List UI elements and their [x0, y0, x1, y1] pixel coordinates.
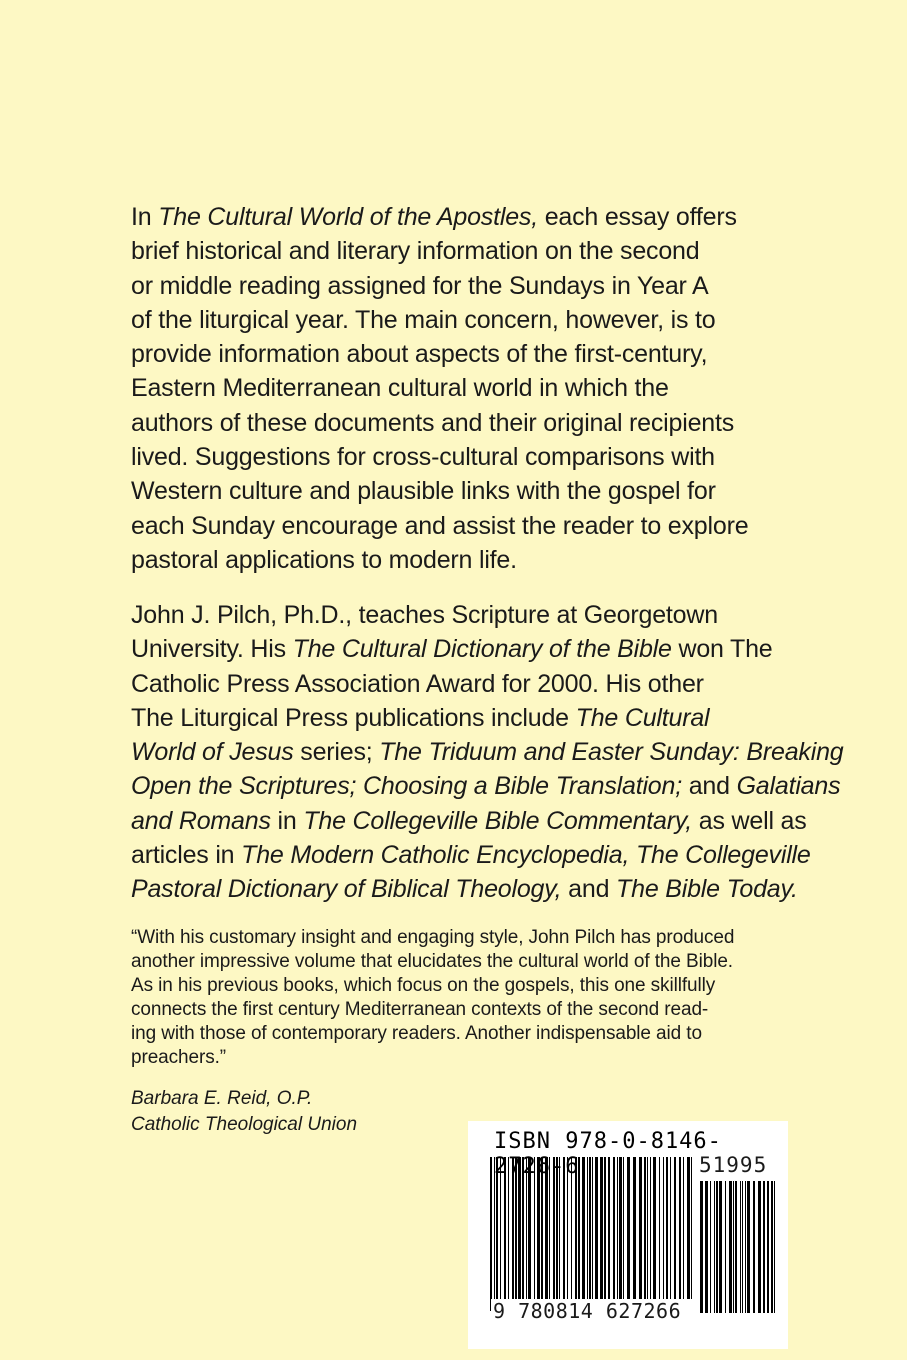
barcode-bar	[592, 1157, 593, 1311]
barcode-bar	[589, 1157, 591, 1311]
intro-text-run: each Sunday encourage and assist the reader to explore	[131, 511, 749, 540]
bio-text-run: in	[270, 806, 304, 835]
barcode-bar	[735, 1181, 737, 1313]
bio-line	[131, 838, 811, 872]
intro-text-run: of the liturgical year. The main concern, however, is to	[131, 305, 716, 334]
barcode-bar	[725, 1181, 726, 1313]
intro-text-run: pastoral applications to modern life.	[131, 545, 517, 574]
barcode-panel	[468, 1121, 788, 1349]
intro-line	[131, 406, 791, 440]
intro-text-run: brief historical and literary information on the second	[131, 237, 700, 266]
intro-line	[131, 440, 791, 474]
isbn-label: ISBN 978-0-8146-2726-6	[494, 1129, 722, 1179]
bio-text-run: Catholic Press Association Award for 2000. His other	[131, 669, 704, 698]
intro-line	[131, 474, 791, 508]
bio-text-run: Galatians	[736, 772, 841, 801]
intro-line	[131, 269, 791, 303]
intro-line	[131, 371, 791, 405]
endorser-name: Barbara E. Reid, O.P.	[131, 1088, 313, 1109]
bio-line	[131, 872, 798, 906]
barcode-bar	[740, 1181, 741, 1313]
description-paragraph	[131, 200, 791, 577]
price-addon-digits: 51995	[699, 1153, 768, 1177]
bio-text-run: Pastoral Dictionary of Biblical Theology,	[131, 875, 562, 904]
quote-line: ing with those of contemporary readers. Another indispensable aid to	[131, 1022, 702, 1044]
bio-text-run: and Romans	[131, 806, 271, 835]
quote-line: “With his customary insight and engaging style, John Pilch has produced	[131, 927, 735, 948]
intro-text-run: Western culture and plausible links with the gospel for	[131, 477, 716, 506]
endorsement-attribution	[131, 1086, 357, 1138]
intro-text-run: lived. Suggestions for cross-cultural comparisons with	[131, 443, 715, 472]
quote-line: As in his previous books, which focus on the gospels, this one skillfully	[131, 974, 716, 996]
bio-text-run: Open the Scriptures; Choosing a Bible Translation;	[131, 772, 682, 801]
bio-line	[131, 804, 807, 838]
ean-digits: 9 780814 627266	[493, 1299, 682, 1323]
bio-text-run: articles in	[131, 841, 242, 870]
bio-line	[131, 632, 791, 666]
barcode-bar	[705, 1181, 708, 1313]
barcode-bar	[494, 1157, 495, 1311]
intro-line	[131, 543, 791, 577]
bio-line	[131, 769, 841, 803]
author-bio-paragraph	[131, 598, 844, 907]
barcode-bar	[710, 1181, 711, 1313]
intro-line	[131, 337, 791, 371]
bio-text-run: as well as	[692, 806, 807, 835]
bio-text-run: The Collegeville Bible Commentary,	[303, 806, 693, 835]
bio-line	[131, 667, 791, 701]
endorsement-quote	[131, 926, 771, 1069]
intro-text-run: Eastern Mediterranean cultural world in which the	[131, 374, 669, 403]
intro-line	[131, 234, 791, 268]
bio-text-run: The Triduum and Easter Sunday: Breaking	[379, 738, 844, 767]
quote-line: preachers.”	[131, 1046, 226, 1068]
intro-text-run: provide information about aspects of the first-century,	[131, 340, 708, 369]
barcode-bar	[747, 1181, 750, 1313]
bio-text-run: The Modern Catholic Encyclopedia, The Collegeville	[241, 841, 811, 870]
barcode-bar	[733, 1181, 734, 1313]
barcode-bar	[700, 1181, 703, 1313]
bio-text-run: The Bible Today.	[616, 875, 798, 904]
bio-text-run: The Cultural Dictionary of the Bible	[292, 635, 672, 664]
barcode-bar	[742, 1181, 743, 1313]
quote-line: connects the first century Mediterranean contexts of the second read-	[131, 998, 709, 1020]
barcode-bar	[758, 1181, 761, 1313]
barcode-bar	[729, 1181, 732, 1313]
barcode-bar	[719, 1181, 722, 1313]
intro-text-run: each essay offers	[537, 203, 737, 231]
intro-line	[131, 303, 791, 337]
quote-line: another impressive volume that elucidates the cultural world of the Bible.	[131, 950, 733, 972]
barcode-bar	[714, 1181, 715, 1313]
barcode-bar	[745, 1181, 746, 1313]
intro-text-run: authors of these documents and their original recipients	[131, 408, 735, 437]
bio-text-run: John J. Pilch, Ph.D., teaches Scripture at Georgetown	[131, 601, 718, 629]
barcode-bar	[490, 1157, 492, 1311]
bio-text-run: World of Jesus	[131, 738, 294, 767]
bio-text-run: The Cultural	[575, 703, 710, 732]
bio-text-run: won The	[671, 635, 773, 664]
barcode-bar	[774, 1181, 775, 1313]
bio-text-run: series;	[293, 738, 380, 767]
bio-line	[131, 701, 791, 735]
barcode-bar	[753, 1181, 755, 1313]
intro-line	[131, 200, 791, 234]
barcode-bar	[771, 1181, 773, 1313]
endorser-organization: Catholic Theological Union	[131, 1114, 358, 1135]
bio-text-run: and	[561, 875, 617, 904]
bio-text-run: The Liturgical Press publications include	[131, 703, 576, 732]
bio-line	[131, 735, 844, 769]
intro-line	[131, 509, 791, 543]
barcode-bar	[763, 1181, 765, 1313]
bio-text-run: and	[681, 772, 737, 801]
bio-text-run: University. His	[131, 635, 293, 664]
intro-text-run: The Cultural World of the Apostles,	[158, 203, 538, 231]
intro-text-run: In	[131, 203, 159, 231]
barcode-bar	[716, 1181, 718, 1313]
intro-text-run: or middle reading assigned for the Sundays in Year A	[131, 271, 709, 300]
barcode-bar	[767, 1181, 769, 1313]
bio-line	[131, 598, 791, 632]
